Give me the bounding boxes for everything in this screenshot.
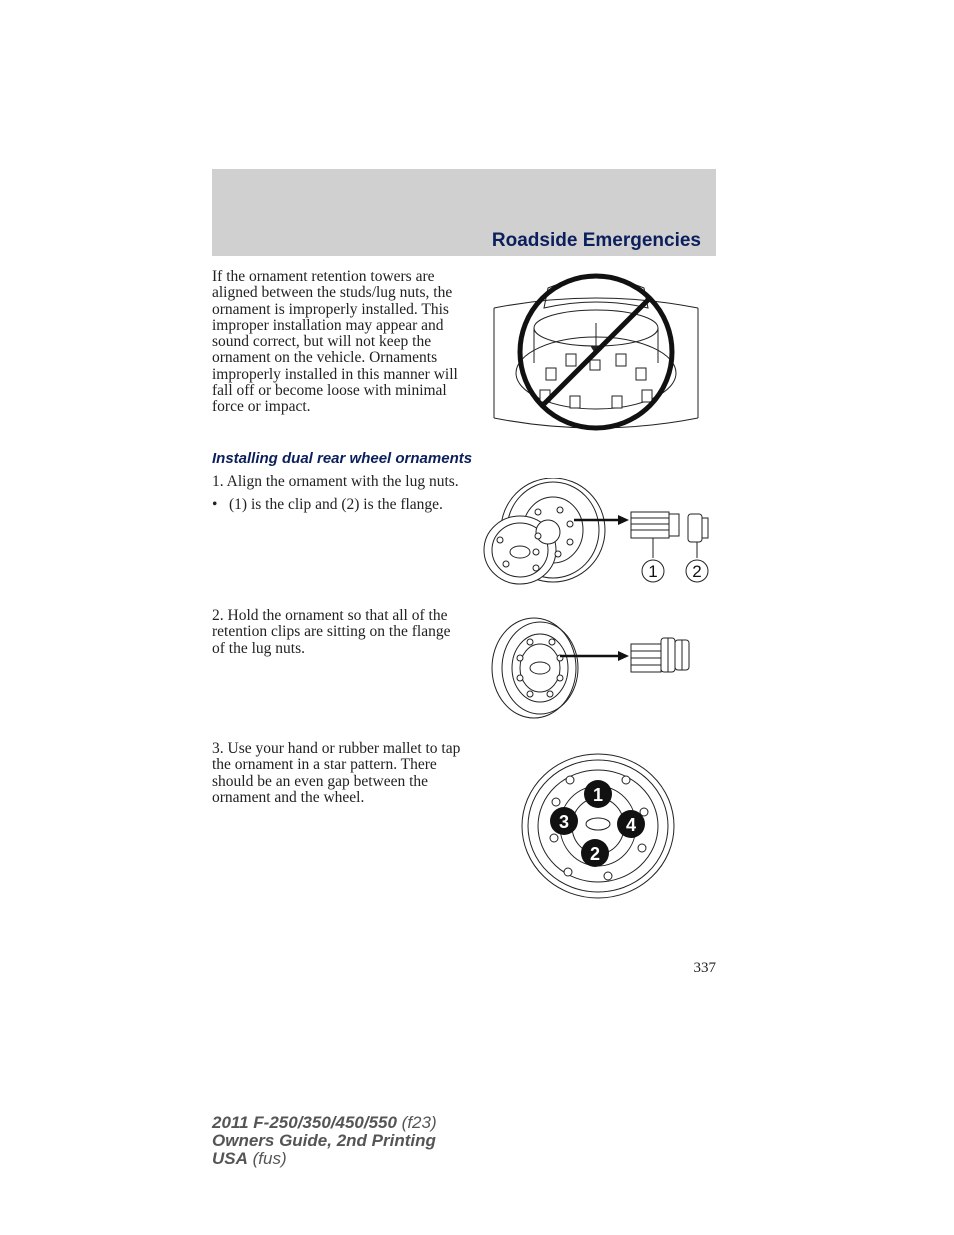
footer-line-1 — [212, 1114, 437, 1132]
footer-market-code: (fus) — [247, 1149, 287, 1168]
step-2-text: 2. Hold the ornament so that all of the retention clips are sitting on the flange of the lug nuts. — [212, 607, 451, 657]
star-label-2: 2 — [589, 844, 601, 864]
intro-paragraph: If the ornament retention towers are aligned between the studs/lug nuts, the ornament is improperly installed. This improper installation may appear and sound correct, but will not keep the ornament on the vehicle. Ornaments improperly installed in this manner will fall off or become loose with minimal force or impact. — [212, 268, 458, 416]
step-1-block — [212, 474, 462, 514]
pointer-arrow-icon — [618, 515, 629, 525]
section-title: Roadside Emergencies — [491, 230, 701, 251]
footer — [212, 1114, 437, 1168]
step-1-bullet — [212, 497, 462, 513]
footer-model: 2011 F-250/350/450/550 — [212, 1113, 397, 1132]
align-ornament-figure — [478, 478, 716, 588]
footer-model-code: (f23) — [396, 1113, 437, 1132]
step-3-text: 3. Use your hand or rubber mallet to tap the ornament in a star pattern. There should be an even gap between the ornament and the wheel. — [212, 740, 461, 806]
step-1-bullet-text: (1) is the clip and (2) is the flange. — [229, 496, 443, 514]
footer-market: USA — [212, 1149, 248, 1168]
page-number: 337 — [693, 960, 716, 976]
step-1-text: 1. Align the ornament with the lug nuts. — [212, 473, 459, 490]
pointer-arrow-icon — [618, 651, 629, 661]
improper-installation-figure — [490, 268, 702, 434]
footer-line-3 — [212, 1150, 437, 1168]
star-pattern-figure — [520, 752, 676, 900]
clips-on-flange-figure — [490, 616, 696, 720]
star-label-1: 1 — [592, 785, 604, 805]
clip-label: 1 — [648, 562, 658, 581]
subheading: Installing dual rear wheel ornaments — [212, 450, 473, 467]
header-band — [212, 169, 716, 256]
star-label-3: 3 — [558, 812, 570, 832]
flange-label: 2 — [692, 562, 702, 581]
bullet-icon: • — [212, 496, 218, 514]
star-label-4: 4 — [625, 815, 637, 835]
footer-line-2: Owners Guide, 2nd Printing — [212, 1131, 436, 1150]
